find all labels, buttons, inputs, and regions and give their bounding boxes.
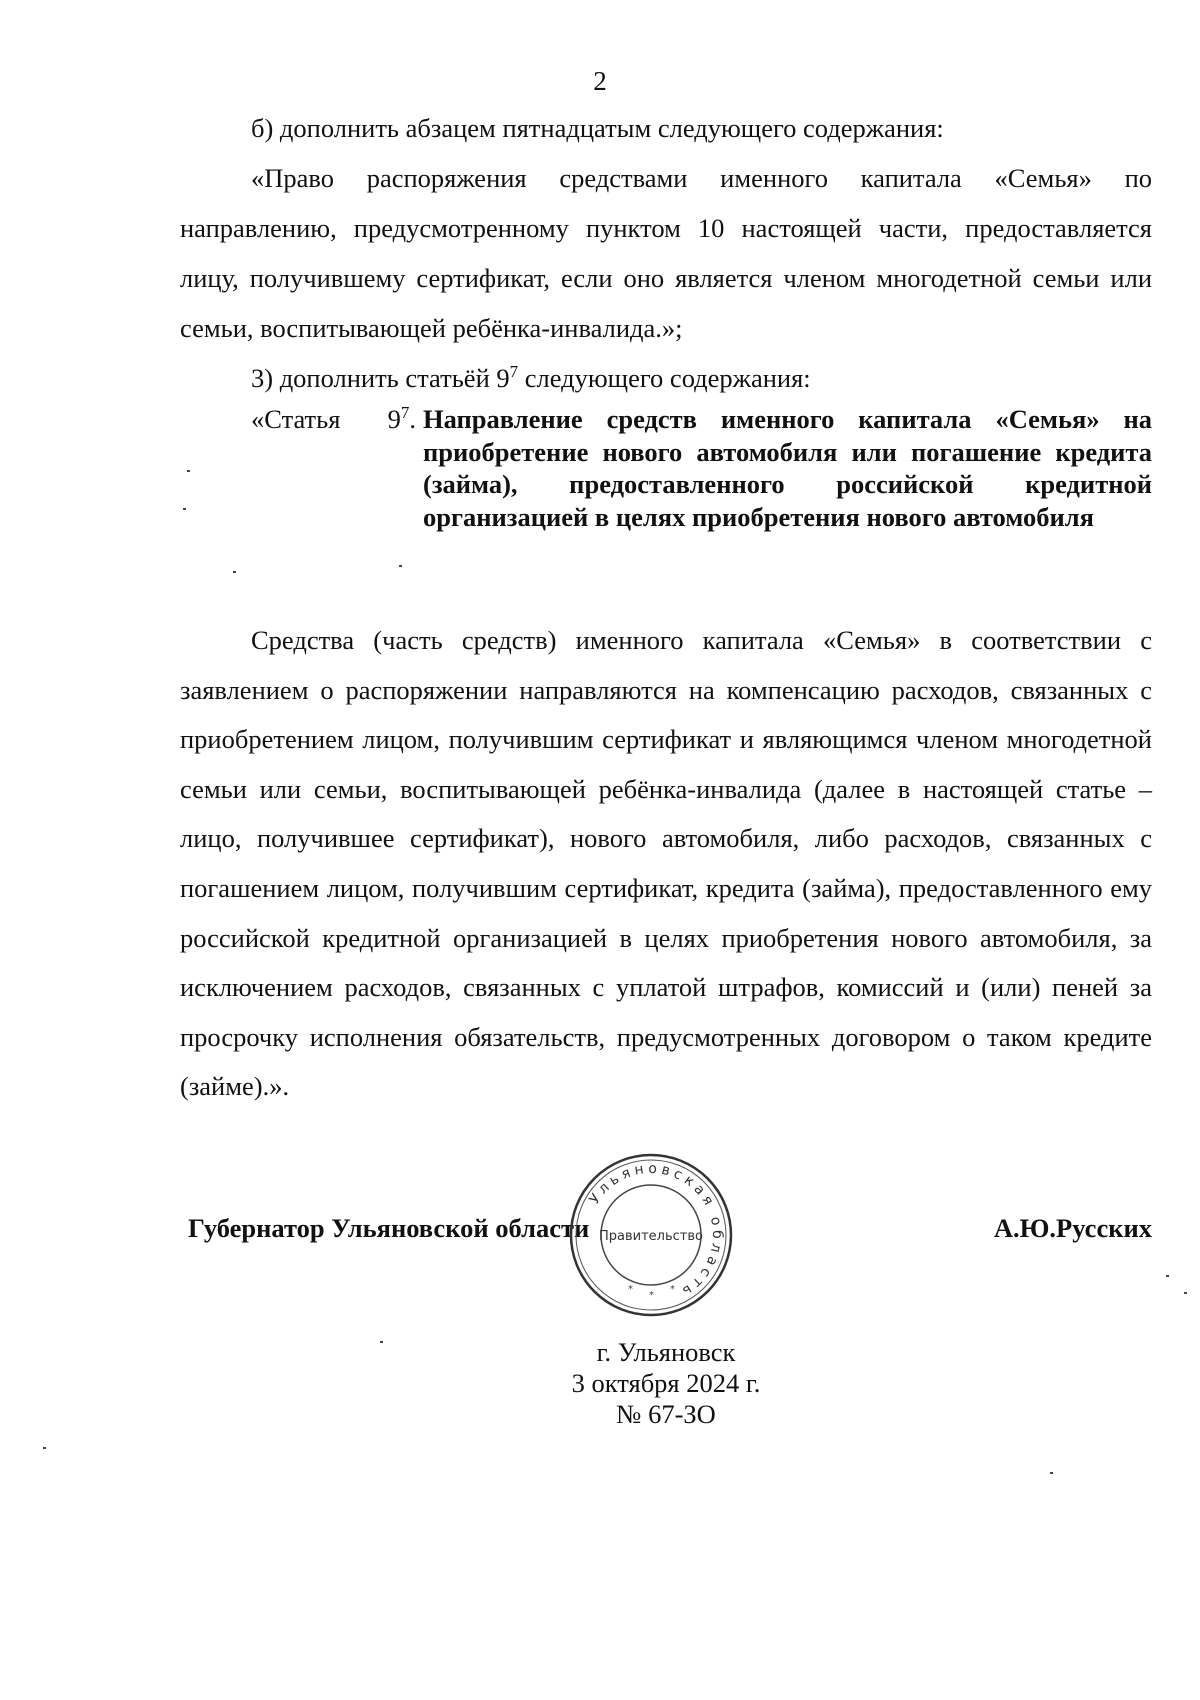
scan-speck	[187, 470, 190, 472]
date-of-signing: 3 октября 2024 г.	[571, 1368, 761, 1398]
scan-speck	[233, 571, 236, 573]
article-label-number: $9^7$.	[387, 403, 416, 434]
article-heading	[251, 403, 1152, 573]
seal-center-text: Правительство	[599, 1229, 703, 1244]
item3-text-after: следующего содержания:	[518, 363, 811, 393]
article-body-paragraph: Средства (часть средств) именного капитала «Семья» в соответствии с заявлением о распоряжении направляются на компенсацию расходов, связанных с приобретением лицом, получившим сертификат и являющимся членом многодетной семьи или семьи, воспитывающей ребёнка-инвалида (далее в настоящей статье – лицо, получившее сертификат), нового автомобиля, либо расходов, связанных с погашением лицом, получившим сертификат, кредита (займа), предоставленного ему российской кредитной организацией в целях приобретения нового автомобиля, за исключением расходов, связанных с уплатой штрафов, комиссий и (или) пеней за просрочку исполнения обязательств, предусмотренных договором о таком кредите (займе).».	[180, 625, 1152, 1102]
article-label	[251, 403, 416, 436]
scan-speck	[183, 508, 186, 510]
paragraph-b: б) дополнить абзацем пятнадцатым следующего содержания:	[251, 113, 944, 143]
scan-speck	[1184, 1292, 1187, 1294]
item3-text: 3) дополнить статьёй 9	[251, 363, 510, 393]
article-title: Направление средств именного капитала «Семья» на приобретение нового автомобиля или погашение кредита (займа), предоставленного российской кредитной организацией в целях приобретения нового автомобиля	[423, 404, 1152, 532]
law-number: № 67-ЗО	[616, 1399, 716, 1429]
scan-speck	[1166, 1275, 1169, 1277]
article-label-open: «Статья	[251, 404, 341, 434]
signatory-position: Губернатор Ульяновской области	[188, 1213, 590, 1243]
paragraph-right-of-disposal: «Право распоряжения средствами именного капитала «Семья» по направлению, предусмотренному пунктом 10 настоящей части, предоставляется лицу, получившему сертификат, если оно является членом многодетной семьи или семьи, воспитывающей ребёнка-инвалида.»;	[180, 163, 1152, 343]
item3-superscript: 7	[509, 362, 519, 382]
place-date-number-block	[540, 1337, 792, 1430]
seal-ring-text: Ульяновская область	[586, 1160, 726, 1302]
scan-speck	[43, 1447, 46, 1449]
place-of-signing: г. Ульяновск	[596, 1337, 736, 1367]
official-seal-stamp	[566, 1150, 736, 1320]
paragraph-item-3	[180, 353, 1152, 403]
scan-speck	[1050, 1472, 1053, 1474]
signatory-name: А.Ю.Русских	[993, 1213, 1152, 1243]
article-body	[180, 616, 1152, 1112]
page-number: 2	[593, 66, 607, 96]
scan-speck	[399, 565, 402, 567]
scan-speck	[380, 1341, 383, 1343]
svg-text:*: *	[628, 1284, 633, 1295]
svg-text:*: *	[670, 1284, 675, 1295]
svg-text:*: *	[649, 1290, 654, 1301]
amendment-intro	[180, 103, 1152, 403]
article-label-superscript: 7	[400, 403, 410, 423]
